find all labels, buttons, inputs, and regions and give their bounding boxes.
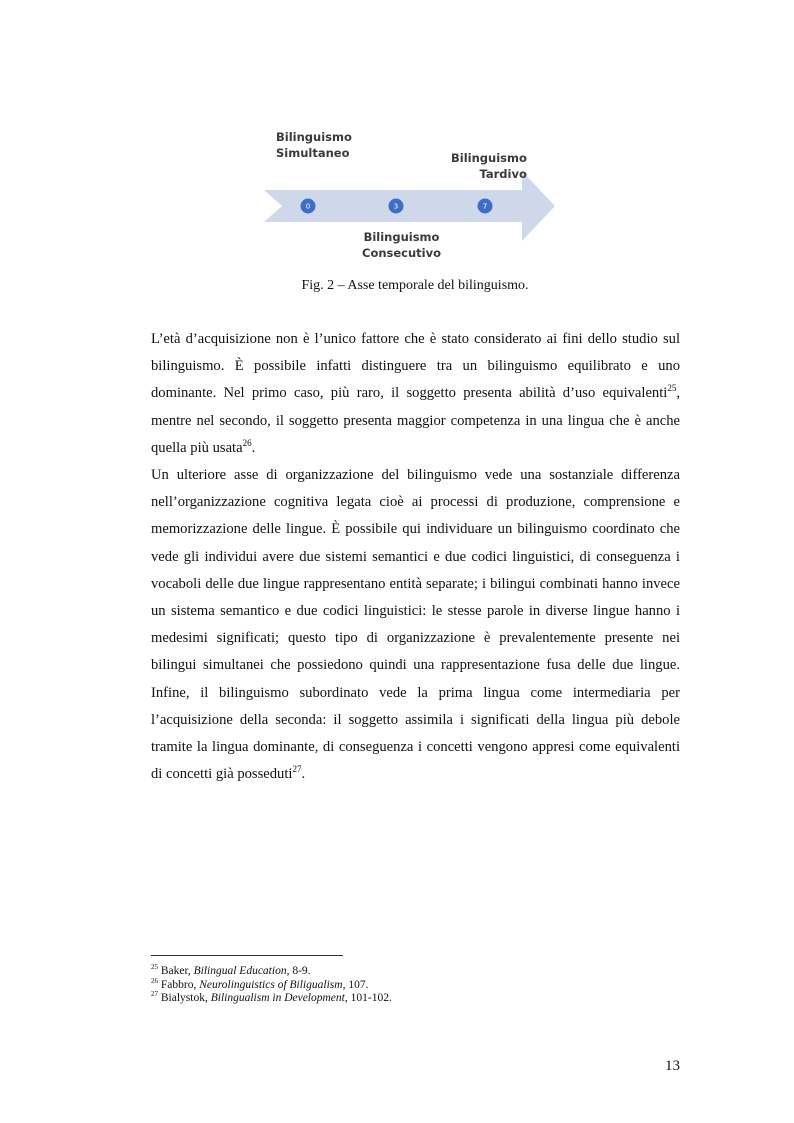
- footnote-26: [151, 976, 392, 993]
- body-text: [151, 326, 680, 788]
- paragraph-1: [151, 326, 680, 462]
- footnote-25: [151, 965, 392, 979]
- label-tardivo: [451, 150, 527, 182]
- label-simultaneo-line2: Simultaneo: [276, 146, 350, 160]
- footnote-ref-25[interactable]: 25: [667, 383, 677, 394]
- page-number: 13: [665, 1058, 680, 1074]
- label-tardivo-line1: Bilinguismo: [451, 151, 527, 165]
- p1-text-b: , mentre nel secondo, il soggetto presenta maggior competenza in una lingua che è anche quella più usata: [151, 385, 680, 456]
- footnote-rest: , 107.: [342, 978, 369, 991]
- label-tardivo-line2: Tardivo: [479, 167, 527, 181]
- footnote-separator: [151, 955, 343, 956]
- p2-text-a: Un ulteriore asse di organizzazione del bilinguismo vede una sostanziale differenza nell’organizzazione cognitiva legata cioè ai processi di produzione, comprensione e memorizzazione delle lingue. È possibile qui individuare un bilinguismo coordinato che vede gli individui avere due sistemi semantici e due codici linguistici, di conseguenza i vocaboli delle due lingue rappresentano entità separate; i bilingui combinati hanno invece un sistema semantico e due codici linguistici: le stesse parole in diverse lingue hanno i medesimi significati; questo tipo di organizzazione è prevalentemente presente nei bilingui simultanei che possiedono quindi una rappresentazione fusa delle due lingue. Infine, il bilinguismo subordinato vede la prima lingua come intermediaria per l’acquisizione della seconda: il soggetto assimila i significati della lingua più debole tramite la lingua dominante, di conseguenza i concetti vengono appresi come equivalenti di concetti già posseduti: [151, 467, 680, 783]
- footnote-number: 27: [151, 990, 158, 999]
- marker-0-label: 0: [305, 202, 311, 211]
- footnote-author: Baker,: [160, 965, 194, 977]
- label-consecutivo-line1: Bilinguismo: [363, 230, 440, 244]
- marker-3-label: 3: [393, 202, 399, 211]
- label-consecutivo-line2: Consecutivo: [362, 246, 442, 260]
- footnote-author: Bialystok,: [160, 992, 211, 1004]
- marker-7-label: 7: [482, 202, 488, 211]
- timeline-figure: [262, 128, 562, 263]
- paragraph-2: [151, 462, 680, 788]
- p2-text-b: .: [301, 766, 306, 783]
- footnote-ref-26[interactable]: 26: [242, 437, 252, 448]
- p1-text-c: .: [251, 439, 256, 456]
- footnote-number: 26: [151, 976, 158, 985]
- figure-caption: Fig. 2 – Asse temporale del bilinguismo.: [301, 278, 529, 293]
- footnote-rest: , 101-102.: [344, 992, 392, 1004]
- label-simultaneo-line1: Bilinguismo: [276, 130, 352, 144]
- label-simultaneo: [276, 129, 352, 161]
- footnote-author: Fabbro,: [160, 978, 200, 991]
- footnote-number: 25: [151, 963, 158, 972]
- footnote-title: Neurolinguistics of Biligualism: [199, 978, 343, 991]
- footnote-title: Bilingualism in Development: [210, 992, 345, 1004]
- label-consecutivo: [362, 229, 441, 261]
- footnotes: [151, 965, 392, 1006]
- footnote-27: [151, 992, 392, 1006]
- footnote-ref-27[interactable]: 27: [292, 764, 302, 775]
- footnote-title: Bilingual Education: [193, 965, 287, 977]
- footnote-rest: , 8-9.: [286, 965, 311, 977]
- p1-text-a: L’età d’acquisizione non è l’unico fattore che è stato considerato ai fini dello studio sul bilinguismo. È possibile infatti distinguere tra un bilinguismo equilibrato e uno dominante. Nel primo caso, più raro, il soggetto presenta abilità d’uso equivalenti: [151, 331, 680, 402]
